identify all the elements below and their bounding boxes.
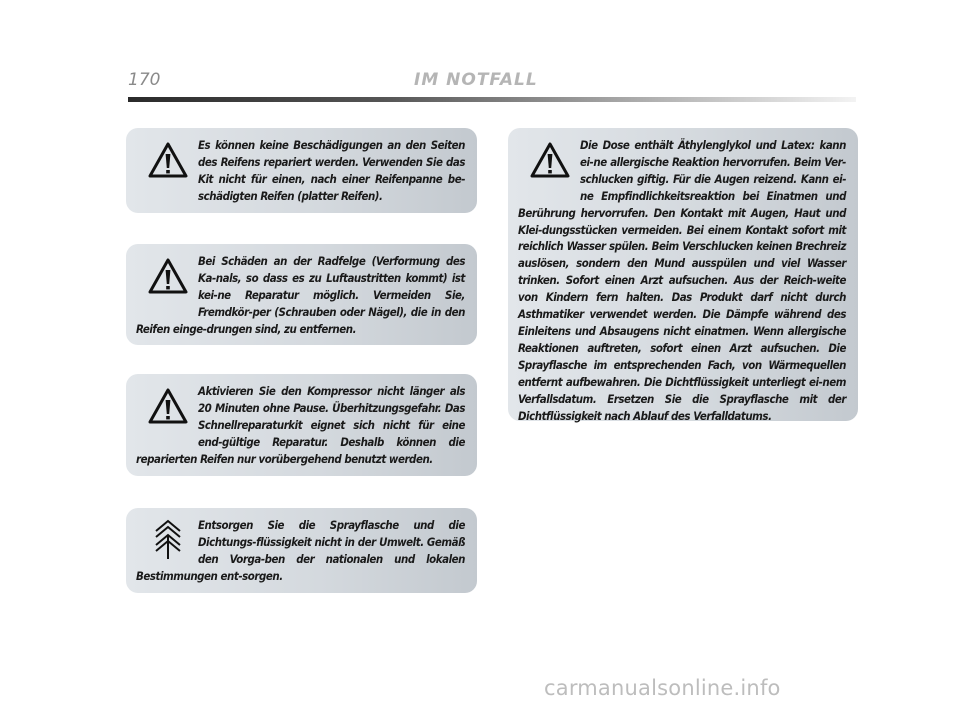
watermark: carmanualsonline.info bbox=[544, 676, 781, 700]
warning-box-tire-damage bbox=[126, 128, 477, 213]
environment-box-disposal bbox=[126, 508, 477, 593]
warning-triangle-icon bbox=[530, 142, 570, 188]
warning-triangle-icon bbox=[148, 258, 188, 304]
environment-chevrons-icon bbox=[148, 519, 188, 565]
environment-text-disposal: Entsorgen Sie die Sprayflasche und die Dichtungs-flüssigkeit nicht in der Umwelt. Gemäß den Vorga-ben der nationalen und lokalen Bestimmungen ent-sorgen. bbox=[136, 518, 465, 583]
warning-box-rim-damage bbox=[126, 244, 477, 345]
warning-text-rim-damage: Bei Schäden an der Radfelge (Verformung des Ka-nals, so dass es zu Luftaustritten kommt) ist kei-ne Reparatur möglich. Vermeiden Sie, Fremdkör-per (Schrauben oder Nägel), die in den Reifen einge-drungen sind, zu entfernen. bbox=[136, 254, 465, 336]
warning-box-compressor bbox=[126, 374, 477, 476]
page-number: 170 bbox=[128, 70, 161, 90]
warning-box-spray-can bbox=[508, 128, 858, 421]
warning-text-spray-can: Die Dose enthält Äthylenglykol und Latex: kann ei-ne allergische Reaktion hervorrufen. Beim Ver-schlucken giftig. Für die Augen reizend. Kann ei-ne Empfindlichkeitsreaktion bei Einatmen und Berührung hervorrufen. Den Kontakt mit Augen, Haut und Klei-dungsstücken vermeiden. Bei einem Kontakt sofort mit reichlich Wasser spülen. Beim Verschlucken keinen Brechreiz auslösen, sondern den Mund ausspülen und viel Wasser trinken. Sofort einen Arzt aufsuchen. Aus der Reich-weite von Kindern fern halten. Das Produkt darf nicht durch Asthmatiker verwendet werden. Die Dämpfe während des Einleitens und Absaugens nicht einatmen. Wenn allergische Reaktionen auftreten, sofort einen Arzt aufsuchen. Die Sprayflasche im entsprechenden Fach, von Wärmequellen entfernt aufbewahren. Die Dichtflüssigkeit unterliegt ei-nem Verfallsdatum. Ersetzen Sie die Sprayflasche mit der Dichtflüssigkeit nach Ablauf des Verfalldatums. bbox=[518, 138, 846, 423]
section-title: IM NOTFALL bbox=[414, 70, 538, 90]
warning-triangle-icon bbox=[148, 388, 188, 434]
header-rule bbox=[128, 97, 856, 102]
warning-text-tire-damage: Es können keine Beschädigungen an den Seiten des Reifens repariert werden. Verwenden Sie das Kit nicht für einen, nach einer Reifenpanne be-schädigten Reifen (platter Reifen). bbox=[198, 138, 465, 203]
warning-triangle-icon bbox=[148, 142, 188, 188]
warning-text-compressor: Aktivieren Sie den Kompressor nicht länger als 20 Minuten ohne Pause. Überhitzungsgefahr. Das Schnellreparaturkit eignet sich nicht für eine end-gültige Reparatur. Deshalb können die reparierten Reifen nur vorübergehend benutzt werden. bbox=[136, 384, 465, 466]
